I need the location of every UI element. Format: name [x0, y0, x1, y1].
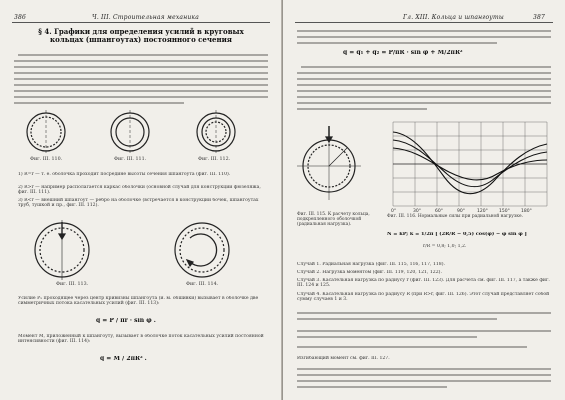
caption-fig-112: Фиг. III. 112.: [198, 157, 231, 162]
formula-1: q = P / πr · sin φ .: [96, 318, 156, 324]
paragraph-text: Усилие Pₓ проходящее через центр кривизны шпангоута (и. м. обшивки) вызывает в оболочке две симметричных потока касательных усилий (фиг. III. 113):: [18, 296, 259, 307]
header-rule: [295, 22, 553, 23]
caption-fig-110: Фиг. III. 110.: [30, 157, 63, 162]
running-head: Ч. III. Строительная механика: [92, 14, 199, 21]
normal-force-graph: [393, 122, 553, 212]
case-item: Случай 2. Нагрузка моментом (фиг. III. 119, 120, 121, 122).: [297, 270, 442, 275]
formula-main: q = q₁ + q₂ = P/πR · sin φ + M/2πR²: [343, 50, 463, 56]
header-rule: [12, 22, 270, 23]
ring-figures-bottom: [22, 220, 262, 280]
ring-figures-top: [18, 110, 268, 160]
graph-tick: 90°: [457, 209, 465, 214]
caption-fig-116: Фиг. III. 116. Нормальные силы при радиальной нагрузке.: [387, 214, 523, 219]
ring-figure-115: [297, 124, 367, 204]
page-number: 386: [14, 14, 27, 21]
closing-text: Изгибающий момент см. фиг. III. 127.: [297, 356, 390, 361]
formula-2: q = M / 2πR² .: [100, 356, 147, 362]
case-item: Случай 1. Радиальная нагрузка (фиг. III. 115, 116, 117, 118).: [297, 262, 445, 267]
caption-fig-111: Фиг. III. 111.: [114, 157, 147, 162]
right-page: [283, 0, 565, 400]
list-item: 2) R>r — например располагается каркас оболочки (основной случай для конструкции фюзеляжа, фиг. III. 111).: [18, 185, 261, 196]
list-item: 1) R=r — т. е. оболочка проходит посредине высоты сечения шпангоута (фиг. III. 110).: [18, 172, 231, 177]
graph-tick: 0°: [391, 209, 397, 214]
paragraph-text: Момент M, приложенный к шпангоуту, вызывает в оболочке поток касательных усилий постоянной интенсивности (фиг. III. 114):: [18, 334, 264, 345]
caption-fig-113: Фиг. III. 113.: [56, 282, 89, 287]
formula-N: N = kP; k = 1/2π [ (2R/R − 0,5) cos(φ) − φ sin φ ]: [387, 232, 527, 237]
caption-fig-115: Фиг. III. 115. К расчету кольца, подкрепленного оболочкой (радиальная нагрузка).: [297, 212, 370, 228]
left-page: [0, 0, 282, 400]
formula-ratio: r/R = 0,8; 1,0; 1,2.: [423, 244, 467, 249]
caption-fig-114: Фиг. III. 114.: [186, 282, 219, 287]
section-title: § 4. Графики для определения усилий в круговых кольцах (шпангоутах) постоянного сечения: [38, 27, 244, 44]
page-number: 387: [533, 14, 546, 21]
graph-tick: 180°: [521, 209, 532, 214]
graph-tick: 120°: [477, 209, 488, 214]
graph-tick: 30°: [413, 209, 421, 214]
graph-tick: 150°: [499, 209, 510, 214]
list-item: 3) R<r — внешний шпангоут — ребро на оболочке (встречается в конструкции бочек, шпангоутах труб, тушкой и пр., фиг. III. 112).: [18, 198, 259, 209]
graph-tick: 60°: [435, 209, 443, 214]
running-head: Гл. XIII. Кольца и шпангоуты: [403, 14, 504, 21]
case-item: Случай 4. Касательная нагрузка по радиусу R (при R>r, фиг. III. 126). Этот случай представляет собой сумму случаев 1 и 3.: [297, 292, 550, 303]
case-item: Случай 3. Касательная нагрузка по радиусу r (фиг. III. 123). Для расчета см. фиг. III. 117, а также фиг. III. 124 и 125.: [297, 278, 550, 289]
